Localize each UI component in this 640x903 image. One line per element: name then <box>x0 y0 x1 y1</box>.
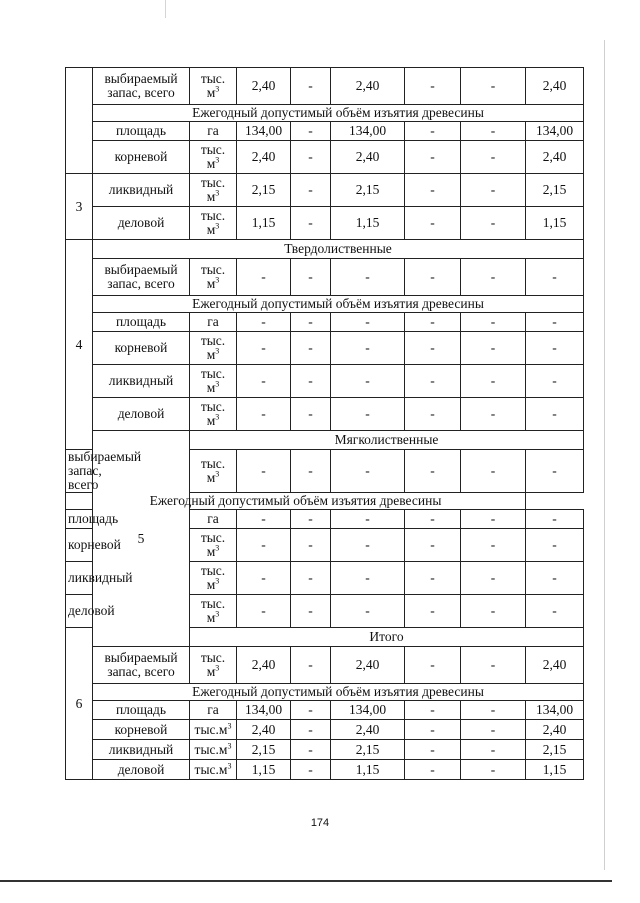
value-cell: - <box>461 365 526 398</box>
group-number: 4 <box>66 240 93 450</box>
table-row <box>66 365 584 398</box>
value-cell: - <box>291 398 331 431</box>
unit-cell <box>190 174 237 207</box>
unit-text: тыс. <box>200 650 226 665</box>
row-label: деловой <box>66 595 93 628</box>
value-cell: - <box>291 332 331 365</box>
value-cell: 2,40 <box>331 141 405 174</box>
value-cell: 1,15 <box>237 207 291 240</box>
value-cell: - <box>461 701 526 720</box>
unit-exponent: 3 <box>227 741 232 750</box>
value-cell: - <box>237 313 291 332</box>
table-row <box>66 431 584 450</box>
value-cell: 1,15 <box>331 207 405 240</box>
value-cell: 2,40 <box>526 141 584 174</box>
value-cell: 1,15 <box>526 760 584 780</box>
table-row <box>66 684 584 701</box>
value-cell: - <box>291 701 331 720</box>
value-cell: - <box>405 174 461 207</box>
unit-exponent: 3 <box>215 609 220 619</box>
unit-cell: га <box>190 122 237 141</box>
unit-exponent: 3 <box>215 221 220 231</box>
unit-exponent: 3 <box>215 155 220 165</box>
table-row <box>66 760 584 780</box>
value-cell: - <box>331 332 405 365</box>
table-row <box>66 122 584 141</box>
value-cell: 2,40 <box>237 720 291 740</box>
value-cell: - <box>331 313 405 332</box>
unit-cell <box>190 647 237 684</box>
table-row <box>66 105 584 122</box>
value-cell: - <box>526 510 584 529</box>
row-label: деловой <box>93 207 190 240</box>
value-cell: - <box>291 529 331 562</box>
value-cell: - <box>237 562 291 595</box>
value-cell: - <box>461 720 526 740</box>
value-cell: - <box>237 510 291 529</box>
table-row <box>66 398 584 431</box>
scan-edge-top <box>165 0 166 18</box>
value-cell: - <box>405 529 461 562</box>
section-header: Ежегодный допустимый объём изъятия древесины <box>66 493 526 510</box>
value-cell: - <box>237 595 291 628</box>
row-label: деловой <box>93 760 190 780</box>
unit-text: тыс.м <box>194 761 228 777</box>
value-cell: - <box>526 595 584 628</box>
row-label: площадь <box>66 510 93 529</box>
table-row <box>66 720 584 740</box>
unit-cell <box>190 398 237 431</box>
group-number <box>66 68 93 174</box>
unit-text: м <box>206 347 216 362</box>
unit-cell <box>190 259 237 296</box>
value-cell: - <box>237 398 291 431</box>
unit-exponent: 3 <box>215 84 220 94</box>
value-cell: - <box>291 122 331 141</box>
value-cell: 2,40 <box>526 720 584 740</box>
row-label: выбираемый запас, всего <box>66 450 93 493</box>
value-cell: 1,15 <box>237 760 291 780</box>
value-cell: 2,40 <box>331 68 405 105</box>
value-cell: 134,00 <box>237 701 291 720</box>
value-cell: - <box>461 595 526 628</box>
value-cell: - <box>461 510 526 529</box>
row-label: ликвидный <box>93 365 190 398</box>
table-row <box>66 259 584 296</box>
row-label: площадь <box>93 701 190 720</box>
unit-text: тыс. <box>200 142 226 157</box>
row-label: корневой <box>93 720 190 740</box>
row-label: ликвидный <box>93 174 190 207</box>
value-cell: 2,40 <box>237 68 291 105</box>
value-cell: - <box>331 562 405 595</box>
unit-cell: га <box>190 701 237 720</box>
value-cell: - <box>331 259 405 296</box>
unit-cell <box>190 450 237 493</box>
value-cell: - <box>461 207 526 240</box>
value-cell: - <box>405 740 461 760</box>
value-cell: - <box>237 365 291 398</box>
value-cell: - <box>291 740 331 760</box>
unit-text: м <box>206 544 216 559</box>
group-number: 5 <box>93 431 190 647</box>
unit-exponent: 3 <box>215 412 220 422</box>
value-cell: - <box>526 562 584 595</box>
unit-text: м <box>206 577 216 592</box>
row-label: корневой <box>93 141 190 174</box>
table-row <box>66 701 584 720</box>
value-cell: - <box>291 259 331 296</box>
value-cell: - <box>461 141 526 174</box>
value-cell: 2,15 <box>331 740 405 760</box>
value-cell: - <box>331 595 405 628</box>
unit-cell <box>190 332 237 365</box>
row-label: выбираемый запас, всего <box>93 68 190 105</box>
value-cell: - <box>237 332 291 365</box>
value-cell: - <box>461 760 526 780</box>
value-cell: - <box>461 332 526 365</box>
value-cell: 1,15 <box>526 207 584 240</box>
unit-text: тыс. <box>200 530 226 545</box>
value-cell: - <box>461 398 526 431</box>
row-label: корневой <box>93 332 190 365</box>
value-cell: 2,40 <box>331 720 405 740</box>
value-cell: - <box>461 68 526 105</box>
value-cell: - <box>291 68 331 105</box>
unit-text: тыс.м <box>194 721 228 737</box>
unit-text: тыс. <box>200 596 226 611</box>
unit-exponent: 3 <box>215 346 220 356</box>
value-cell: - <box>291 365 331 398</box>
section-title: Твердолиственные <box>93 240 584 259</box>
unit-text: тыс. <box>200 366 226 381</box>
table-row <box>66 240 584 259</box>
forest-volume-table <box>65 67 584 780</box>
value-cell: - <box>291 510 331 529</box>
unit-exponent: 3 <box>215 188 220 198</box>
value-cell: - <box>237 450 291 493</box>
value-cell: - <box>405 510 461 529</box>
table-row <box>66 174 584 207</box>
value-cell: - <box>331 398 405 431</box>
row-label: выбираемый запас, всего <box>93 647 190 684</box>
unit-text: тыс. <box>200 563 226 578</box>
value-cell: - <box>291 450 331 493</box>
unit-text: м <box>206 222 216 237</box>
unit-text: тыс. <box>200 262 226 277</box>
value-cell: 134,00 <box>526 122 584 141</box>
page-bottom-rule <box>0 880 612 882</box>
value-cell: - <box>526 398 584 431</box>
unit-cell <box>190 529 237 562</box>
unit-exponent: 3 <box>227 721 232 730</box>
value-cell: 134,00 <box>331 122 405 141</box>
value-cell: - <box>291 760 331 780</box>
value-cell: 2,15 <box>237 740 291 760</box>
section-header: Ежегодный допустимый объём изъятия древесины <box>93 684 584 701</box>
value-cell: - <box>405 365 461 398</box>
value-cell: 2,15 <box>237 174 291 207</box>
unit-text: м <box>206 610 216 625</box>
value-cell: - <box>526 313 584 332</box>
value-cell: - <box>405 647 461 684</box>
row-label: выбираемый запас, всего <box>93 259 190 296</box>
table-row <box>66 68 584 105</box>
value-cell: - <box>461 259 526 296</box>
value-cell: - <box>291 313 331 332</box>
unit-text: тыс. <box>200 71 226 86</box>
row-label: деловой <box>93 398 190 431</box>
value-cell: - <box>461 562 526 595</box>
value-cell: - <box>291 141 331 174</box>
unit-cell <box>190 141 237 174</box>
page-number: 174 <box>310 817 330 829</box>
value-cell: - <box>405 720 461 740</box>
value-cell: - <box>237 529 291 562</box>
unit-cell <box>190 720 237 740</box>
row-label: площадь <box>93 122 190 141</box>
value-cell: - <box>237 259 291 296</box>
value-cell: - <box>526 365 584 398</box>
value-cell: - <box>291 207 331 240</box>
value-cell: - <box>291 562 331 595</box>
value-cell: - <box>405 313 461 332</box>
value-cell: - <box>331 510 405 529</box>
unit-text: тыс. <box>200 208 226 223</box>
row-label: ликвидный <box>93 740 190 760</box>
value-cell: - <box>405 562 461 595</box>
table-row <box>66 332 584 365</box>
value-cell: - <box>461 313 526 332</box>
value-cell: 2,15 <box>526 174 584 207</box>
value-cell: 2,15 <box>331 174 405 207</box>
unit-exponent: 3 <box>215 275 220 285</box>
unit-cell <box>190 740 237 760</box>
unit-cell <box>190 365 237 398</box>
section-header: Ежегодный допустимый объём изъятия древесины <box>93 105 584 122</box>
value-cell: 2,40 <box>331 647 405 684</box>
value-cell: - <box>405 122 461 141</box>
row-label: корневой <box>66 529 93 562</box>
group-number: 6 <box>66 628 93 780</box>
value-cell: - <box>405 259 461 296</box>
row-label: ликвидный <box>66 562 93 595</box>
value-cell: - <box>291 720 331 740</box>
value-cell: - <box>405 332 461 365</box>
value-cell: 2,40 <box>526 68 584 105</box>
table-row <box>66 296 584 313</box>
value-cell: - <box>405 398 461 431</box>
table-row <box>66 313 584 332</box>
unit-text: м <box>206 156 216 171</box>
table-row <box>66 493 584 510</box>
unit-text: тыс.м <box>194 741 228 757</box>
unit-text: м <box>206 276 216 291</box>
unit-text: м <box>206 85 216 100</box>
value-cell: 2,40 <box>526 647 584 684</box>
value-cell: - <box>405 450 461 493</box>
value-cell: - <box>331 450 405 493</box>
value-cell: - <box>405 701 461 720</box>
scan-edge-right <box>604 40 605 870</box>
unit-exponent: 3 <box>215 576 220 586</box>
value-cell: - <box>461 122 526 141</box>
unit-text: м <box>206 189 216 204</box>
value-cell: - <box>526 332 584 365</box>
value-cell: - <box>461 450 526 493</box>
table-row <box>66 141 584 174</box>
unit-cell <box>190 562 237 595</box>
unit-cell <box>190 207 237 240</box>
table-row <box>66 740 584 760</box>
value-cell: - <box>526 259 584 296</box>
value-cell: - <box>461 740 526 760</box>
unit-text: м <box>206 664 216 679</box>
unit-cell <box>190 595 237 628</box>
value-cell: - <box>405 595 461 628</box>
section-header: Ежегодный допустимый объём изъятия древесины <box>93 296 584 313</box>
value-cell: - <box>405 141 461 174</box>
row-label: площадь <box>93 313 190 332</box>
value-cell: - <box>461 647 526 684</box>
unit-text: м <box>206 470 216 485</box>
section-title: Мягколиственные <box>190 431 584 450</box>
unit-exponent: 3 <box>215 379 220 389</box>
value-cell: - <box>291 174 331 207</box>
unit-text: тыс. <box>200 456 226 471</box>
value-cell: - <box>526 450 584 493</box>
unit-exponent: 3 <box>215 663 220 673</box>
unit-exponent: 3 <box>227 761 232 770</box>
value-cell: - <box>405 68 461 105</box>
value-cell: - <box>291 595 331 628</box>
value-cell: - <box>331 365 405 398</box>
value-cell: - <box>331 529 405 562</box>
unit-cell <box>190 760 237 780</box>
unit-text: м <box>206 380 216 395</box>
value-cell: - <box>405 760 461 780</box>
value-cell: - <box>291 647 331 684</box>
unit-text: тыс. <box>200 175 226 190</box>
section-title: Итого <box>190 628 584 647</box>
value-cell: - <box>461 174 526 207</box>
unit-cell: га <box>190 510 237 529</box>
value-cell: - <box>405 207 461 240</box>
unit-text: тыс. <box>200 333 226 348</box>
value-cell: 1,15 <box>331 760 405 780</box>
value-cell: 134,00 <box>526 701 584 720</box>
value-cell: 134,00 <box>331 701 405 720</box>
unit-text: м <box>206 413 216 428</box>
value-cell: 134,00 <box>237 122 291 141</box>
group-number: 3 <box>66 174 93 240</box>
value-cell: - <box>461 529 526 562</box>
value-cell: 2,15 <box>526 740 584 760</box>
value-cell: - <box>526 529 584 562</box>
unit-exponent: 3 <box>215 469 220 479</box>
unit-exponent: 3 <box>215 543 220 553</box>
unit-text: тыс. <box>200 399 226 414</box>
table-row <box>66 207 584 240</box>
value-cell: 2,40 <box>237 141 291 174</box>
unit-cell <box>190 68 237 105</box>
unit-cell: га <box>190 313 237 332</box>
value-cell: 2,40 <box>237 647 291 684</box>
table-row <box>66 647 584 684</box>
